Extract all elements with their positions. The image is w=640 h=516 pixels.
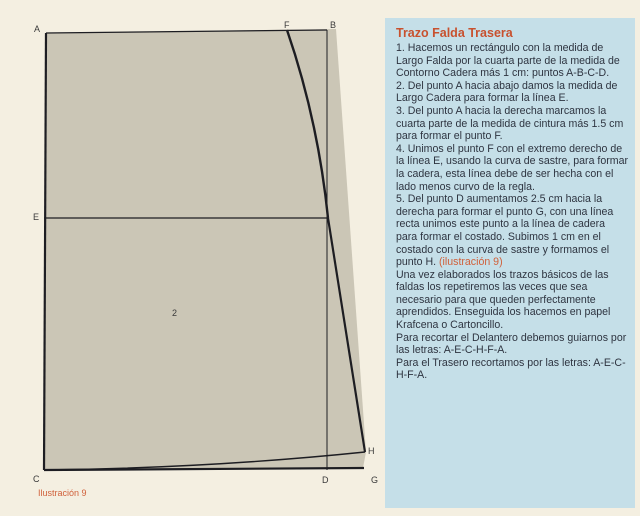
instructions-body <box>396 42 628 382</box>
illustration-reference: (ilustración 9) <box>439 256 503 269</box>
point-label-c: C <box>33 474 40 484</box>
cut-back-instruction: Para el Trasero recortamos por las letras: A-E-C-H-F-A. <box>396 356 626 382</box>
illustration-caption: Ilustración 9 <box>38 488 87 498</box>
step-5-text: 5. Del punto D aumentamos 2.5 cm hacia la derecha para formar el punto G, con una línea recta unimos este punto a la línea de cadera para formar el costado. Subimos 1 cm en el costado con la curva de sastre y formamos el punto H. <box>396 193 614 269</box>
instructions-title: Trazo Falda Trasera <box>396 26 513 40</box>
point-label-e: E <box>33 212 40 222</box>
pattern-paper <box>44 29 366 470</box>
point-label-a: A <box>34 24 41 34</box>
point-label-g: G <box>371 475 379 485</box>
step-1: 1. Hacemos un rectángulo con la medida de Largo Falda por la cuarta parte de la medida de Contorno Cadera más 1 cm: puntos A-B-C-D. <box>396 42 620 80</box>
step-2: 2. Del punto A hacia abajo damos la medida de Largo Cadera para formar la línea E. <box>396 79 618 105</box>
piece-number: 2 <box>172 308 178 318</box>
step-3: 3. Del punto A hacia la derecha marcamos la cuarta parte de la medida de cintura más 1.5 cm para formar el punto F. <box>396 104 624 143</box>
point-label-b: B <box>330 20 337 30</box>
point-label-f: F <box>284 20 290 30</box>
cut-front-instruction: Para recortar el Delantero debemos guiarnos por las letras: A-E-C-H-F-A. <box>396 331 627 357</box>
step-5 <box>396 193 628 269</box>
point-label-d: D <box>322 475 329 485</box>
step-4: 4. Unimos el punto F con el extremo derecho de la línea E, usando la curva de sastre, para formar la cadera, esta línea debe de ser hecha con el lado menos curvo de la regla. <box>396 142 629 193</box>
closing-paragraph: Una vez elaborados los trazos básicos de las faldas los repetiremos las veces que sea necesario para que queden perfectamente aprendidos. Enseguida los hacemos en papel Krafcena o Cartoncillo. <box>396 268 611 332</box>
instructions-panel <box>385 18 635 508</box>
point-label-h: H <box>368 446 375 456</box>
